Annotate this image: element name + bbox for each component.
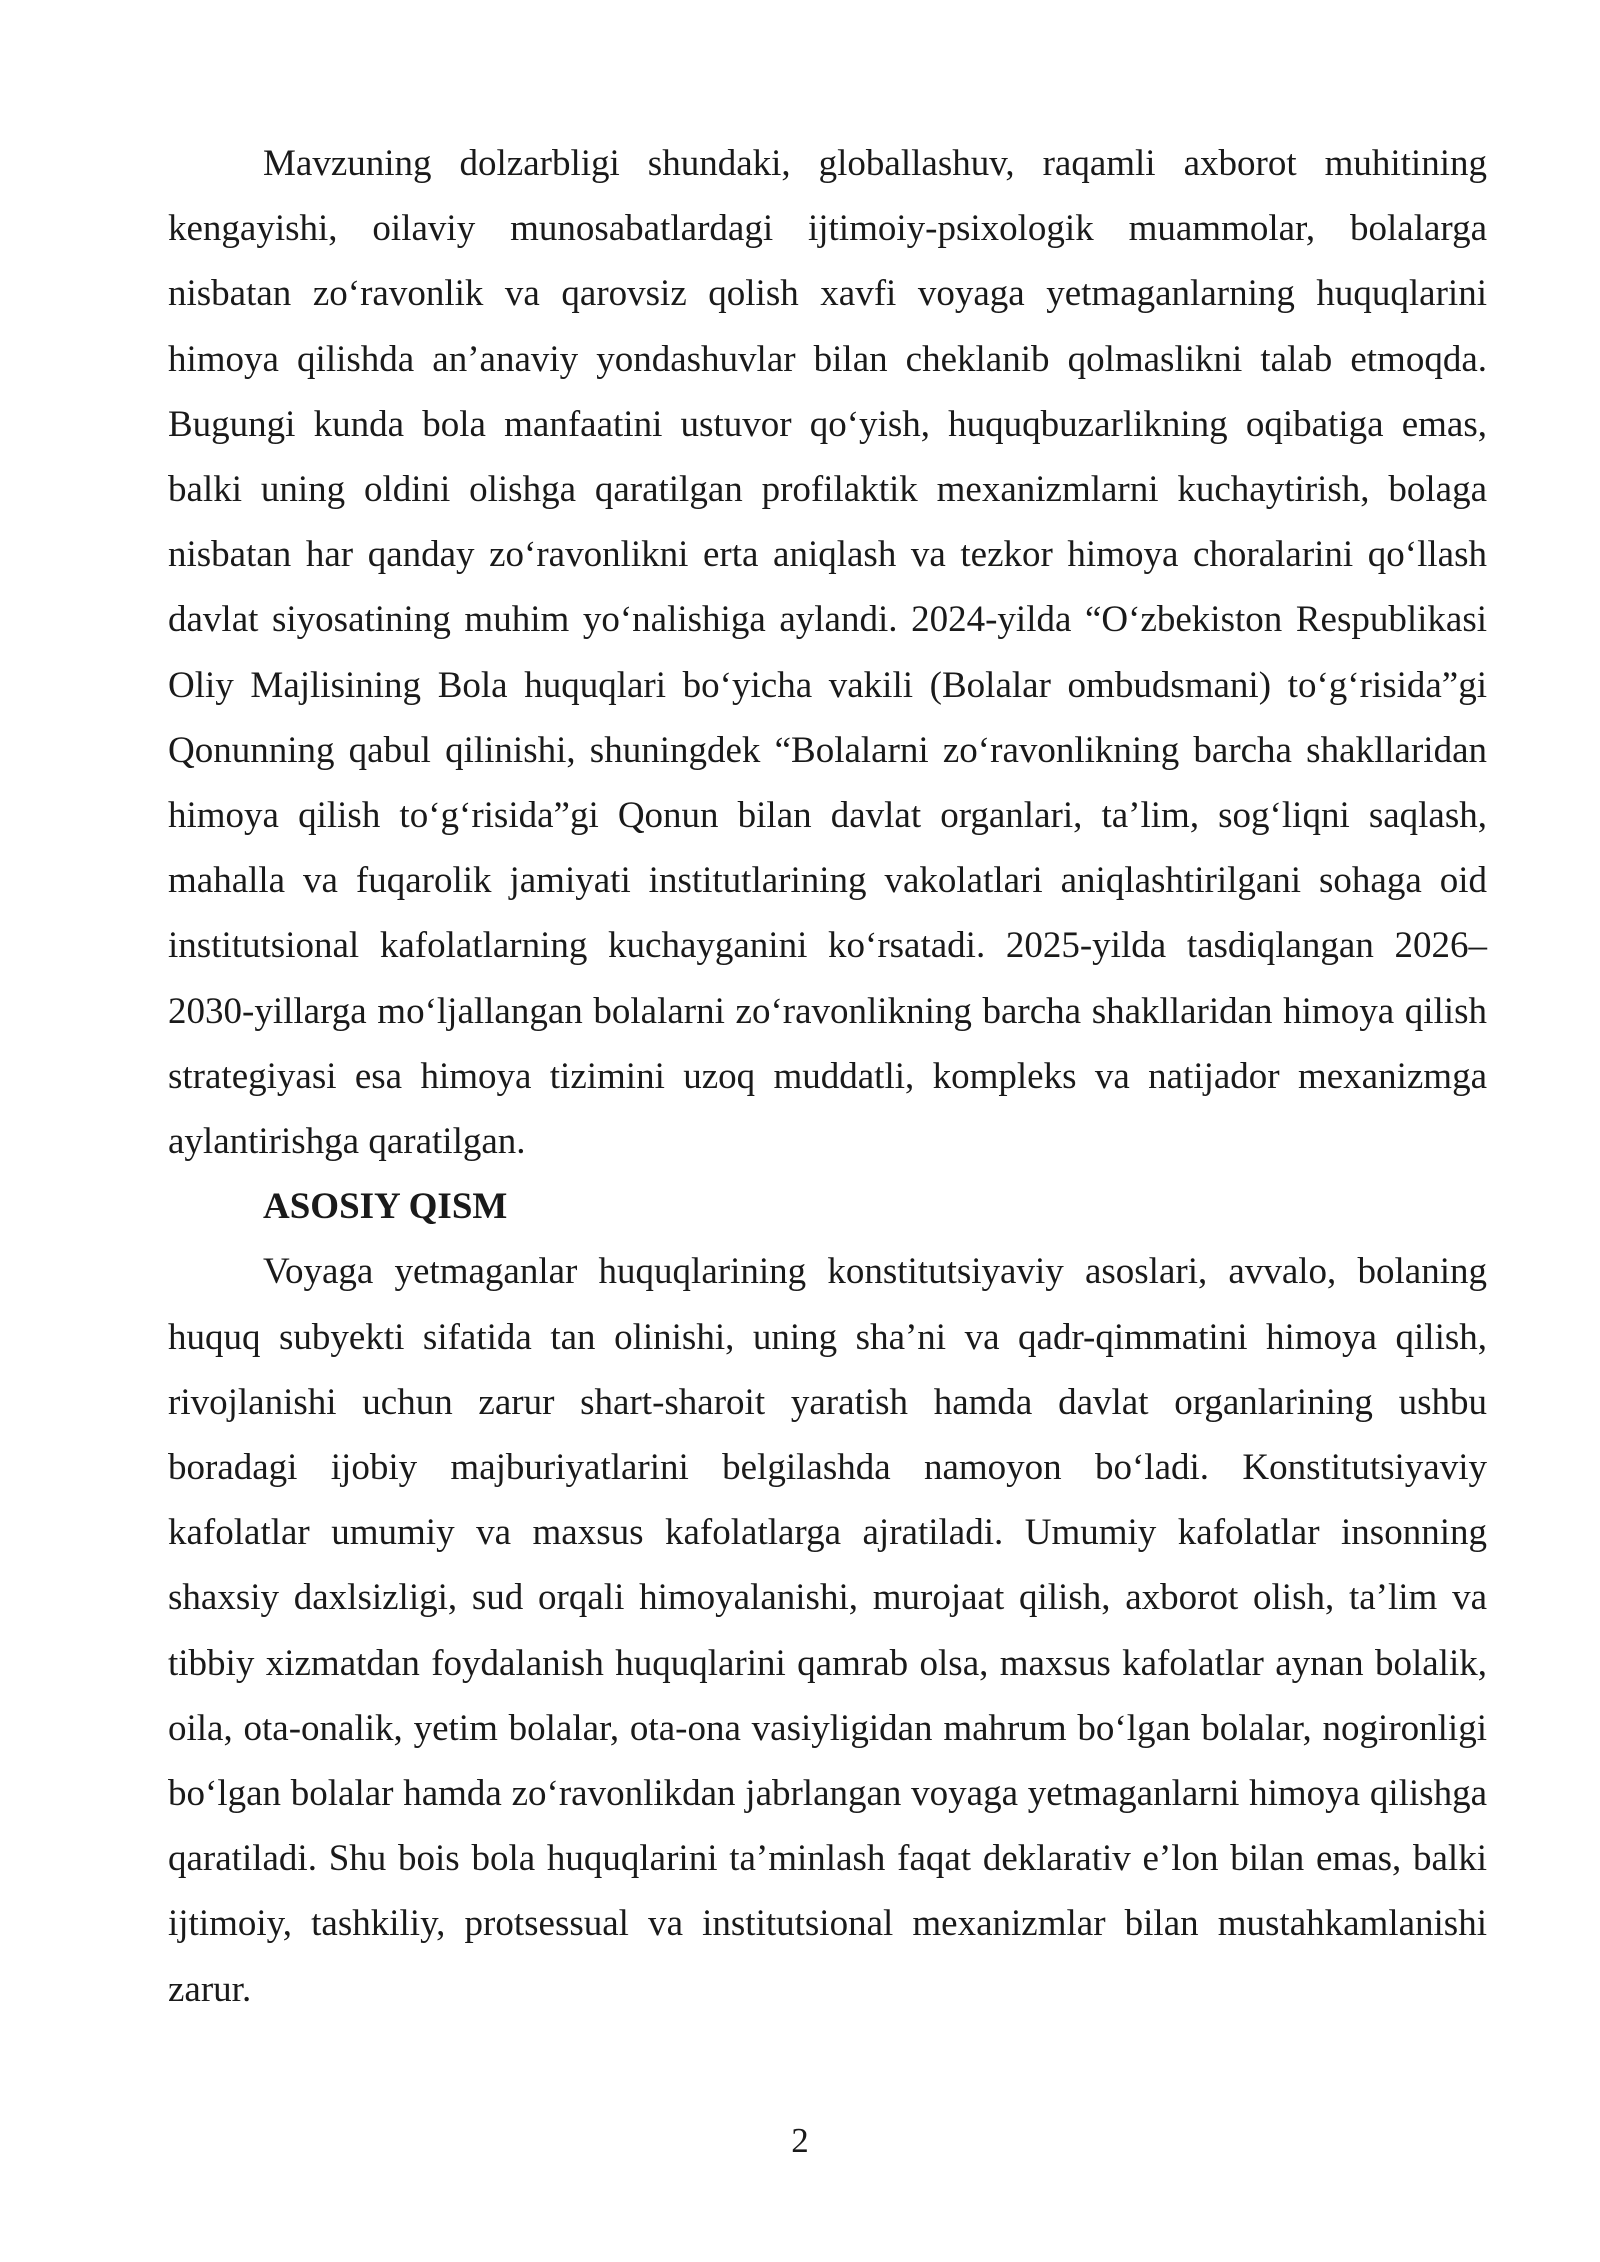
page-body bbox=[168, 131, 1487, 2022]
page-number: 2 bbox=[791, 2121, 809, 2160]
section-heading: ASOSIY QISM bbox=[263, 1186, 508, 1228]
intro-paragraph: Mavzuning dolzarbligi shundaki, globallashuv, raqamli axborot muhitining kengayishi, oilaviy munosabatlardagi ijtimoiy-psixologik muammolar, bolalarga nisbatan zoʻravonlik va qarovsiz qolish xavfi voyaga yetmaganlarning huquqlarini himoya qilishda an’anaviy yondashuvlar bilan cheklanib qolmaslikni talab etmoqda. Bugungi kunda bola manfaatini ustuvor qoʻyish, huquqbuzarlikning oqibatiga emas, balki uning oldini olishga qaratilgan profilaktik mexanizmlarni kuchaytirish, bolaga nisbatan har qanday zoʻravonlikni erta aniqlash va tezkor himoya choralarini qoʻllash davlat siyosatining muhim yoʻnalishiga aylandi. 2024-yilda “Oʻzbekiston Respublikasi Oliy Majlisining Bola huquqlari boʻyicha vakili (Bolalar ombudsmani) toʻgʻrisida”gi Qonunning qabul qilinishi, shuningdek “Bolalarni zoʻravonlikning barcha shakllaridan himoya qilish toʻgʻrisida”gi Qonun bilan davlat organlari, ta’lim, sogʻliqni saqlash, mahalla va fuqarolik jamiyati institutlarining vakolatlari aniqlashtirilgani sohaga oid institutsional kafolatlarning kuchayganini koʻrsatadi. 2025-yilda tasdiqlangan 2026–2030-yillarga moʻljallangan bolalarni zoʻravonlikning barcha shakllaridan himoya qilish strategiyasi esa himoya tizimini uzoq muddatli, kompleks va natijador mexanizmga aylantirishga qaratilgan. bbox=[168, 143, 1487, 1163]
main-paragraph: Voyaga yetmaganlar huquqlarining konstitutsiyaviy asoslari, avvalo, bolaning huquq subyekti sifatida tan olinishi, uning sha’ni va qadr-qimmatini himoya qilish, rivojlanishi uchun zarur shart-sharoit yaratish hamda davlat organlarining ushbu boradagi ijobiy majburiyatlarini belgilashda namoyon boʻladi. Konstitutsiyaviy kafolatlar umumiy va maxsus kafolatlarga ajratiladi. Umumiy kafolatlar insonning shaxsiy daxlsizligi, sud orqali himoyalanishi, murojaat qilish, axborot olish, ta’lim va tibbiy xizmatdan foydalanish huquqlarini qamrab olsa, maxsus kafolatlar aynan bolalik, oila, ota-onalik, yetim bolalar, ota-ona vasiyligidan mahrum boʻlgan bolalar, nogironligi boʻlgan bolalar hamda zoʻravonlikdan jabrlangan voyaga yetmaganlarni himoya qilishga qaratiladi. Shu bois bola huquqlarini ta’minlash faqat deklarativ e’lon bilan emas, balki ijtimoiy, tashkiliy, protsessual va institutsional mexanizmlar bilan mustahkamlanishi zarur. bbox=[168, 1251, 1487, 2010]
